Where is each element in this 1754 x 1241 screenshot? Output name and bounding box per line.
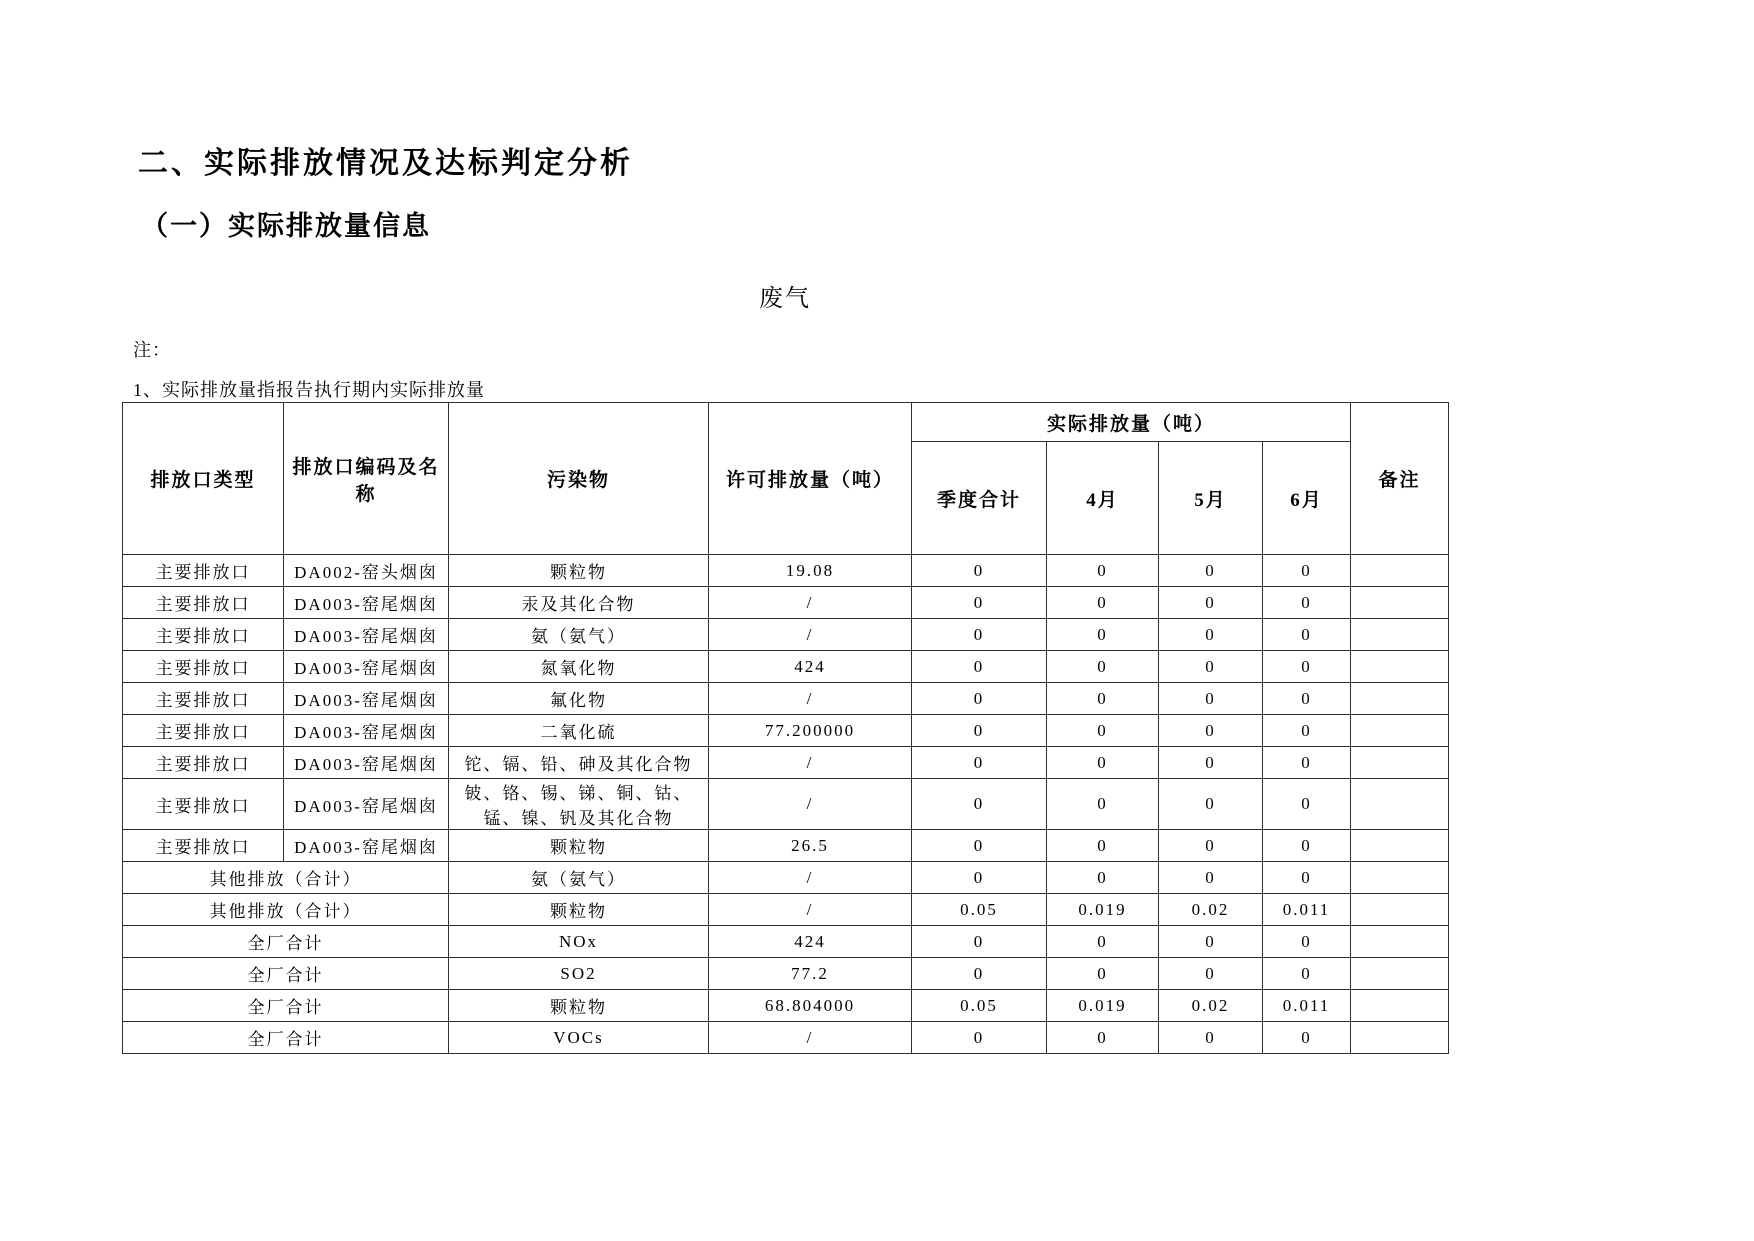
header-month-6: 6月 [1263,442,1351,555]
month-6-cell: 0 [1263,587,1351,619]
emissions-table-body [123,555,1449,1054]
month-4-cell: 0 [1047,958,1159,990]
remark-cell [1351,779,1449,830]
pollutant-cell: 铊、镉、铅、砷及其化合物 [449,747,709,779]
header-remark: 备注 [1351,403,1449,555]
pollutant-cell: 氮氧化物 [449,651,709,683]
month-6-cell: 0 [1263,830,1351,862]
outlet-type-cell: 主要排放口 [123,555,284,587]
permitted-amount-cell: / [709,747,912,779]
remark-cell [1351,651,1449,683]
header-outlet-code-name: 排放口编码及名称 [284,403,449,555]
outlet-type-cell: 主要排放口 [123,683,284,715]
table-row [123,683,1449,715]
month-4-cell: 0 [1047,555,1159,587]
category-label: 废气 [759,286,811,312]
quarter-total-cell: 0 [912,747,1047,779]
outlet-type-cell: 主要排放口 [123,619,284,651]
month-4-cell: 0.019 [1047,990,1159,1022]
outlet-code-cell: DA003-窑尾烟囱 [284,830,449,862]
permitted-amount-cell: / [709,619,912,651]
table-row [123,990,1449,1022]
outlet-type-cell: 其他排放（合计） [123,862,449,894]
outlet-type-cell: 全厂合计 [123,990,449,1022]
permitted-amount-cell: 77.2 [709,958,912,990]
quarter-total-cell: 0 [912,830,1047,862]
remark-cell [1351,715,1449,747]
month-5-cell: 0 [1159,683,1263,715]
remark-cell [1351,1022,1449,1054]
header-outlet-type: 排放口类型 [123,403,284,555]
remark-cell [1351,958,1449,990]
month-6-cell: 0 [1263,1022,1351,1054]
permitted-amount-cell: 19.08 [709,555,912,587]
quarter-total-cell: 0 [912,651,1047,683]
pollutant-cell: 二氧化硫 [449,715,709,747]
pollutant-cell: VOCs [449,1022,709,1054]
quarter-total-cell: 0 [912,587,1047,619]
quarter-total-cell: 0 [912,926,1047,958]
month-6-cell: 0 [1263,683,1351,715]
pollutant-cell: 氟化物 [449,683,709,715]
month-6-cell: 0.011 [1263,894,1351,926]
month-6-cell: 0 [1263,747,1351,779]
quarter-total-cell: 0 [912,619,1047,651]
permitted-amount-cell: 424 [709,651,912,683]
table-row [123,651,1449,683]
table-row [123,619,1449,651]
month-4-cell: 0 [1047,1022,1159,1054]
permitted-amount-cell: 26.5 [709,830,912,862]
month-5-cell: 0 [1159,715,1263,747]
month-4-cell: 0 [1047,715,1159,747]
remark-cell [1351,555,1449,587]
month-5-cell: 0 [1159,747,1263,779]
month-4-cell: 0 [1047,926,1159,958]
table-row [123,779,1449,830]
remark-cell [1351,926,1449,958]
permitted-amount-cell: / [709,779,912,830]
pollutant-cell: NOx [449,926,709,958]
permitted-amount-cell: 77.200000 [709,715,912,747]
quarter-total-cell: 0.05 [912,894,1047,926]
table-row [123,894,1449,926]
month-5-cell: 0 [1159,619,1263,651]
pollutant-cell: 氨（氨气） [449,862,709,894]
pollutant-cell: 铍、铬、锡、锑、铜、钴、锰、镍、钒及其化合物 [449,779,709,830]
outlet-code-cell: DA003-窑尾烟囱 [284,747,449,779]
month-5-cell: 0.02 [1159,894,1263,926]
quarter-total-cell: 0 [912,862,1047,894]
permitted-amount-cell: 424 [709,926,912,958]
outlet-code-cell: DA003-窑尾烟囱 [284,715,449,747]
month-5-cell: 0.02 [1159,990,1263,1022]
outlet-code-cell: DA002-窑头烟囱 [284,555,449,587]
month-6-cell: 0 [1263,862,1351,894]
table-row [123,830,1449,862]
quarter-total-cell: 0 [912,1022,1047,1054]
quarter-total-cell: 0.05 [912,990,1047,1022]
month-6-cell: 0 [1263,555,1351,587]
month-5-cell: 0 [1159,830,1263,862]
month-5-cell: 0 [1159,1022,1263,1054]
month-6-cell: 0 [1263,958,1351,990]
outlet-type-cell: 其他排放（合计） [123,894,449,926]
month-4-cell: 0 [1047,587,1159,619]
quarter-total-cell: 0 [912,779,1047,830]
pollutant-cell: 氨（氨气） [449,619,709,651]
pollutant-cell: 汞及其化合物 [449,587,709,619]
month-5-cell: 0 [1159,651,1263,683]
pollutant-cell: SO2 [449,958,709,990]
pollutant-cell: 颗粒物 [449,555,709,587]
month-4-cell: 0 [1047,862,1159,894]
header-permitted-amount: 许可排放量（吨） [709,403,912,555]
header-month-5: 5月 [1159,442,1263,555]
month-6-cell: 0.011 [1263,990,1351,1022]
quarter-total-cell: 0 [912,958,1047,990]
month-6-cell: 0 [1263,779,1351,830]
remark-cell [1351,862,1449,894]
emissions-table [122,402,1449,1054]
table-row [123,862,1449,894]
outlet-type-cell: 主要排放口 [123,747,284,779]
outlet-code-cell: DA003-窑尾烟囱 [284,651,449,683]
remark-cell [1351,747,1449,779]
month-6-cell: 0 [1263,651,1351,683]
permitted-amount-cell: / [709,894,912,926]
quarter-total-cell: 0 [912,555,1047,587]
quarter-total-cell: 0 [912,683,1047,715]
month-4-cell: 0.019 [1047,894,1159,926]
table-row [123,747,1449,779]
month-6-cell: 0 [1263,926,1351,958]
remark-cell [1351,990,1449,1022]
month-4-cell: 0 [1047,747,1159,779]
pollutant-cell: 颗粒物 [449,830,709,862]
quarter-total-cell: 0 [912,715,1047,747]
outlet-code-cell: DA003-窑尾烟囱 [284,587,449,619]
header-actual-amount-group: 实际排放量（吨） [912,403,1351,442]
permitted-amount-cell: / [709,1022,912,1054]
permitted-amount-cell: / [709,587,912,619]
month-5-cell: 0 [1159,587,1263,619]
table-row [123,555,1449,587]
month-4-cell: 0 [1047,779,1159,830]
month-5-cell: 0 [1159,555,1263,587]
remark-cell [1351,830,1449,862]
header-row-group [123,403,1449,442]
pollutant-cell: 颗粒物 [449,990,709,1022]
remark-cell [1351,619,1449,651]
month-6-cell: 0 [1263,619,1351,651]
month-6-cell: 0 [1263,715,1351,747]
outlet-type-cell: 全厂合计 [123,1022,449,1054]
outlet-type-cell: 主要排放口 [123,715,284,747]
outlet-type-cell: 主要排放口 [123,651,284,683]
header-month-4: 4月 [1047,442,1159,555]
header-quarter-total: 季度合计 [912,442,1047,555]
table-row [123,926,1449,958]
table-row [123,958,1449,990]
outlet-type-cell: 全厂合计 [123,926,449,958]
month-4-cell: 0 [1047,830,1159,862]
outlet-type-cell: 主要排放口 [123,779,284,830]
permitted-amount-cell: 68.804000 [709,990,912,1022]
month-4-cell: 0 [1047,651,1159,683]
pollutant-cell: 颗粒物 [449,894,709,926]
outlet-code-cell: DA003-窑尾烟囱 [284,683,449,715]
header-pollutant: 污染物 [449,403,709,555]
outlet-code-cell: DA003-窑尾烟囱 [284,779,449,830]
remark-cell [1351,894,1449,926]
month-4-cell: 0 [1047,683,1159,715]
remark-cell [1351,587,1449,619]
month-5-cell: 0 [1159,862,1263,894]
subsection-title: （一）实际排放量信息 [141,211,431,241]
month-5-cell: 0 [1159,926,1263,958]
table-row [123,715,1449,747]
month-4-cell: 0 [1047,619,1159,651]
note-label: 注： [133,340,171,360]
permitted-amount-cell: / [709,862,912,894]
month-5-cell: 0 [1159,779,1263,830]
outlet-type-cell: 主要排放口 [123,830,284,862]
permitted-amount-cell: / [709,683,912,715]
table-row [123,1022,1449,1054]
outlet-type-cell: 全厂合计 [123,958,449,990]
section-title: 二、实际排放情况及达标判定分析 [138,147,633,180]
note-line-1: 1、实际排放量指报告执行期内实际排放量 [133,380,485,400]
outlet-code-cell: DA003-窑尾烟囱 [284,619,449,651]
remark-cell [1351,683,1449,715]
month-5-cell: 0 [1159,958,1263,990]
table-row [123,587,1449,619]
outlet-type-cell: 主要排放口 [123,587,284,619]
